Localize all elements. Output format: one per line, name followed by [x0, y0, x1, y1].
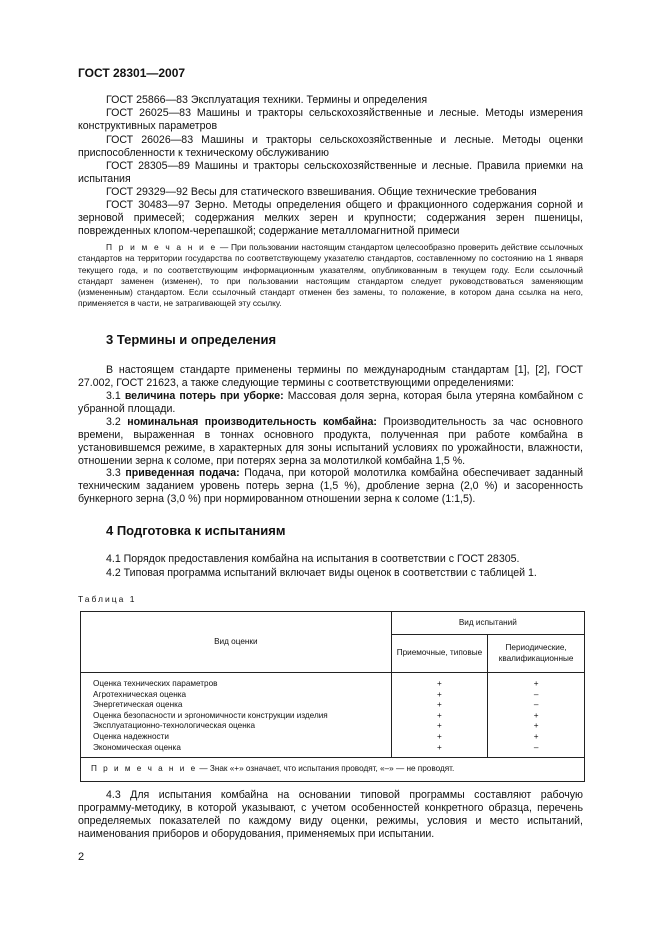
note-label: П р и м е ч а н и е [91, 764, 198, 774]
table-row [81, 700, 585, 711]
table-cell-acceptance: + [391, 700, 488, 711]
reference-item: ГОСТ 26026—83 Машины и тракторы сельскохозяйственные и лесные. Методы оценки приспособленности к техническому обслуживанию [78, 134, 583, 159]
note-text: — Знак «+» означает, что испытания проводят, «–» — не проводят. [197, 764, 455, 774]
term-number: 3.2 [106, 416, 128, 428]
section-heading: 3 Термины и определения [106, 332, 277, 347]
column-header-acceptance: Приемочные, типовые [391, 635, 488, 673]
reference-item: ГОСТ 25866—83 Эксплуатация техники. Термины и определения [106, 94, 428, 106]
table-row [81, 690, 585, 701]
term-name: приведенная подача: [125, 467, 240, 479]
table-cell-type: Оценка технических параметров [81, 679, 392, 690]
table-cell-acceptance: + [391, 690, 488, 701]
term-definition [78, 467, 583, 506]
references-note [78, 242, 583, 310]
table-cell-periodic: – [488, 700, 585, 711]
table-cell-periodic: – [488, 743, 585, 754]
table-row [81, 732, 585, 743]
reference-item: ГОСТ 30483—97 Зерно. Методы определения общего и фракционного содержания сорной и зерновой примесей; содержания мелких зерен и крупности; содержания зерен пшеницы, поврежденных клопом-черепашкой; содержание металломагнитной примеси [78, 199, 583, 237]
table-cell-acceptance: + [391, 732, 488, 743]
note-text: — При пользовании настоящим стандартом целесообразно проверить действие ссылочных стандартов на территории государства по соответствующему указателю стандартов, составленному по состоянию на 1 января текущего года, и по соответствующим информационным указателям, опубликованным в текущем году. Если ссылочный стандарт заменен (изменен), то при пользовании настоящим стандартом следует руководствоваться заменяющим (измененным) стандартом. Если ссылочный стандарт отменен без замены, то положение, в котором дана ссылка на него, применяется в части, не затрагивающей эту ссылку. [78, 242, 583, 309]
column-header-group: Вид испытаний [391, 612, 584, 635]
table-cell-type: Экономическая оценка [81, 743, 392, 754]
table-cell-type: Оценка надежности [81, 732, 392, 743]
table-cell-type: Оценка безопасности и эргономичности конструкции изделия [81, 711, 392, 722]
table-cell-acceptance: + [391, 711, 488, 722]
reference-item: ГОСТ 29329—92 Весы для статического взвешивания. Общие технические требования [106, 186, 537, 198]
term-text: Подача, при которой молотилка комбайна обеспечивает заданный техническим заданием уровень потерь зерна (1,5 %), дробление зерна (2,0 %) и засоренность бункерного зерна (3,0 %) при нормированном отношении зерна к соломе (1:1,5). [78, 467, 584, 505]
table-cell-type: Энергетическая оценка [81, 700, 392, 711]
column-header-type: Вид оценки [81, 612, 392, 673]
table-cell-periodic: + [488, 721, 585, 732]
term-text: Производительность за час основного времени, выраженная в тоннах основного продукта, полученная при работе комбайна в установившемся режиме, в характерных для зоны испытаний условиях по урожайности, влажности, отношении зерна к соломе, при потерях зерна за молотилкой комбайна 1,5 %. [78, 416, 583, 467]
table-cell-acceptance: + [391, 743, 488, 754]
term-definition [78, 416, 583, 468]
evaluation-table [80, 611, 585, 782]
column-header-periodic: Периодические, квалификационные [488, 635, 585, 673]
table-cell-periodic: + [488, 732, 585, 743]
table-cell-acceptance: + [391, 721, 488, 732]
term-text: Массовая доля зерна, которая была утеряна комбайном с убранной площади. [78, 390, 584, 415]
paragraph: 4.3 Для испытания комбайна на основании типовой программы составляют рабочую программу-методику, в которой указывают, с учетом особенностей конкретного образца, перечень определяемых показателей по каждому виду оценки, режимы, условия и место испытаний, наименования приборов и оборудования, применяемых при испытании. [78, 789, 583, 840]
paragraph: 4.1 Порядок предоставления комбайна на испытания в соответствии с ГОСТ 28305. [106, 553, 520, 565]
term-name: величина потерь при уборке: [124, 390, 284, 402]
document-header: ГОСТ 28301—2007 [78, 66, 186, 80]
section-intro: В настоящем стандарте применены термины по международным стандартам [1], [2], ГОСТ 27.002, ГОСТ 21623, а также следующие термины с соответствующими определениями: [78, 364, 583, 389]
page-number: 2 [78, 851, 85, 863]
note-label: П р и м е ч а н и е [106, 242, 218, 252]
table-cell-acceptance: + [391, 679, 488, 690]
table-row [81, 721, 585, 732]
table-cell-periodic: – [488, 690, 585, 701]
table-caption: Таблица 1 [78, 594, 137, 604]
table-row [81, 679, 585, 690]
term-number: 3.3 [106, 467, 126, 479]
table-cell-type: Агротехническая оценка [81, 690, 392, 701]
term-name: номинальная производительность комбайна: [127, 416, 377, 428]
term-number: 3.1 [106, 390, 125, 402]
section-heading: 4 Подготовка к испытаниям [106, 523, 286, 538]
table-cell-periodic: + [488, 679, 585, 690]
reference-item: ГОСТ 28305—89 Машины и тракторы сельскохозяйственные и лесные. Правила приемки на испытания [78, 160, 583, 185]
paragraph: 4.2 Типовая программа испытаний включает виды оценок в соответствии с таблицей 1. [106, 567, 537, 579]
term-definition [78, 390, 583, 416]
table-row [81, 711, 585, 722]
table-cell-periodic: + [488, 711, 585, 722]
table-row [81, 743, 585, 754]
table-cell-type: Эксплуатационно-технологическая оценка [81, 721, 392, 732]
reference-item: ГОСТ 26025—83 Машины и тракторы сельскохозяйственные и лесные. Методы измерения конструктивных параметров [78, 107, 583, 132]
table-note [81, 758, 585, 782]
